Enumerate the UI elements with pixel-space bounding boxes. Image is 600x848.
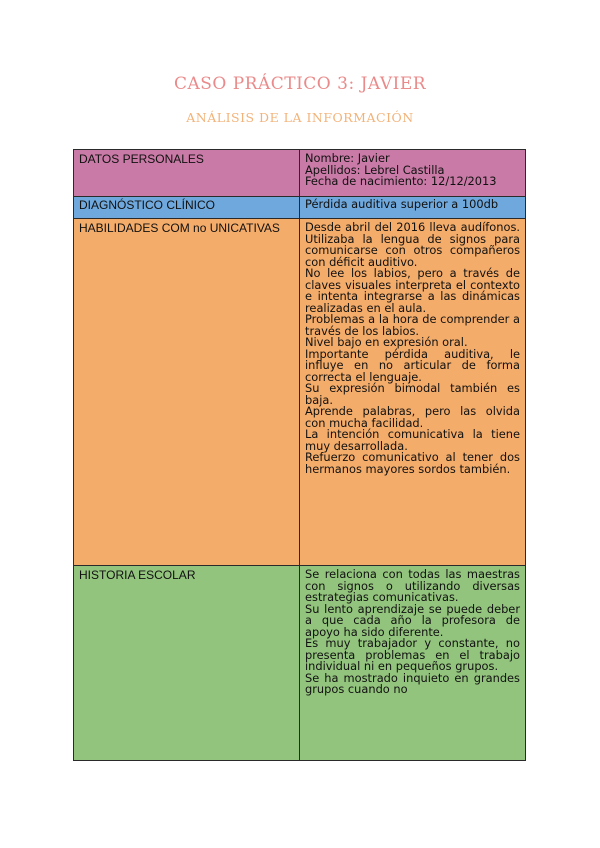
- skills-paragraph: La intención comunicativa la tiene muy desarrollada.: [305, 427, 520, 453]
- skills-paragraph: Refuerzo comunicativo al tener dos hermanos mayores sordos también.: [305, 450, 520, 476]
- diagnosis-label: DIAGNÓSTICO CLÍNICO: [74, 197, 300, 219]
- table-row-school-history: [74, 566, 526, 761]
- personal-data-label: DATOS PERSONALES: [74, 150, 300, 197]
- history-label: HISTORIA ESCOLAR: [74, 566, 300, 761]
- skills-label: HABILIDADES COM no UNICATIVAS: [74, 219, 300, 566]
- skills-value: [300, 219, 526, 566]
- table-row-diagnosis: [74, 197, 526, 219]
- skills-paragraph: Importante pérdida auditiva, le influye en no articular de forma correcta el lenguaje.: [305, 346, 520, 384]
- skills-paragraph: Desde abril del 2016 lleva audífonos. Utilizaba la lengua de signos para comunicarse con otros compañeros con déficit auditivo.: [305, 220, 520, 269]
- history-paragraph: Se ha mostrado inquieto en grandes grupos cuando no: [305, 670, 520, 696]
- skills-paragraph: No lee los labios, pero a través de claves visuales interpreta el contexto e intenta integrarse a las dinámicas realizadas en el aula.: [305, 266, 520, 315]
- table-row-communication-skills: [74, 219, 526, 566]
- skills-paragraph: Nivel bajo en expresión oral.: [305, 335, 468, 349]
- history-value: [300, 566, 526, 761]
- table-row-personal-data: [74, 150, 526, 197]
- case-table: [73, 149, 526, 761]
- page-title: CASO PRÁCTICO 3: JAVIER: [173, 74, 427, 94]
- history-paragraph: Se relaciona con todas las maestras con signos o utilizando diversas estrategias comunicativas.: [305, 567, 520, 604]
- personal-name: Nombre: Javier: [305, 151, 390, 165]
- history-paragraph: Es muy trabajador y constante, no presenta problemas en el trabajo individual ni en pequeños grupos.: [305, 636, 520, 673]
- diagnosis-value: Pérdida auditiva superior a 100db: [300, 197, 526, 219]
- skills-paragraph: Su expresión bimodal también es baja.: [305, 381, 520, 407]
- page-subtitle: ANÁLISIS DE LA INFORMACIÓN: [186, 110, 414, 125]
- personal-birthdate: Fecha de nacimiento: 12/12/2013: [305, 174, 497, 188]
- personal-surnames: Apellidos: Lebrel Castilla: [305, 162, 445, 177]
- skills-paragraph: Aprende palabras, pero las olvida con mucha facilidad.: [305, 404, 520, 430]
- history-paragraph: Su lento aprendizaje se puede deber a que cada año la profesora de apoyo ha sido diferente.: [305, 601, 520, 639]
- skills-paragraph: Problemas a la hora de comprender a través de los labios.: [305, 312, 520, 338]
- personal-data-value: [300, 150, 526, 197]
